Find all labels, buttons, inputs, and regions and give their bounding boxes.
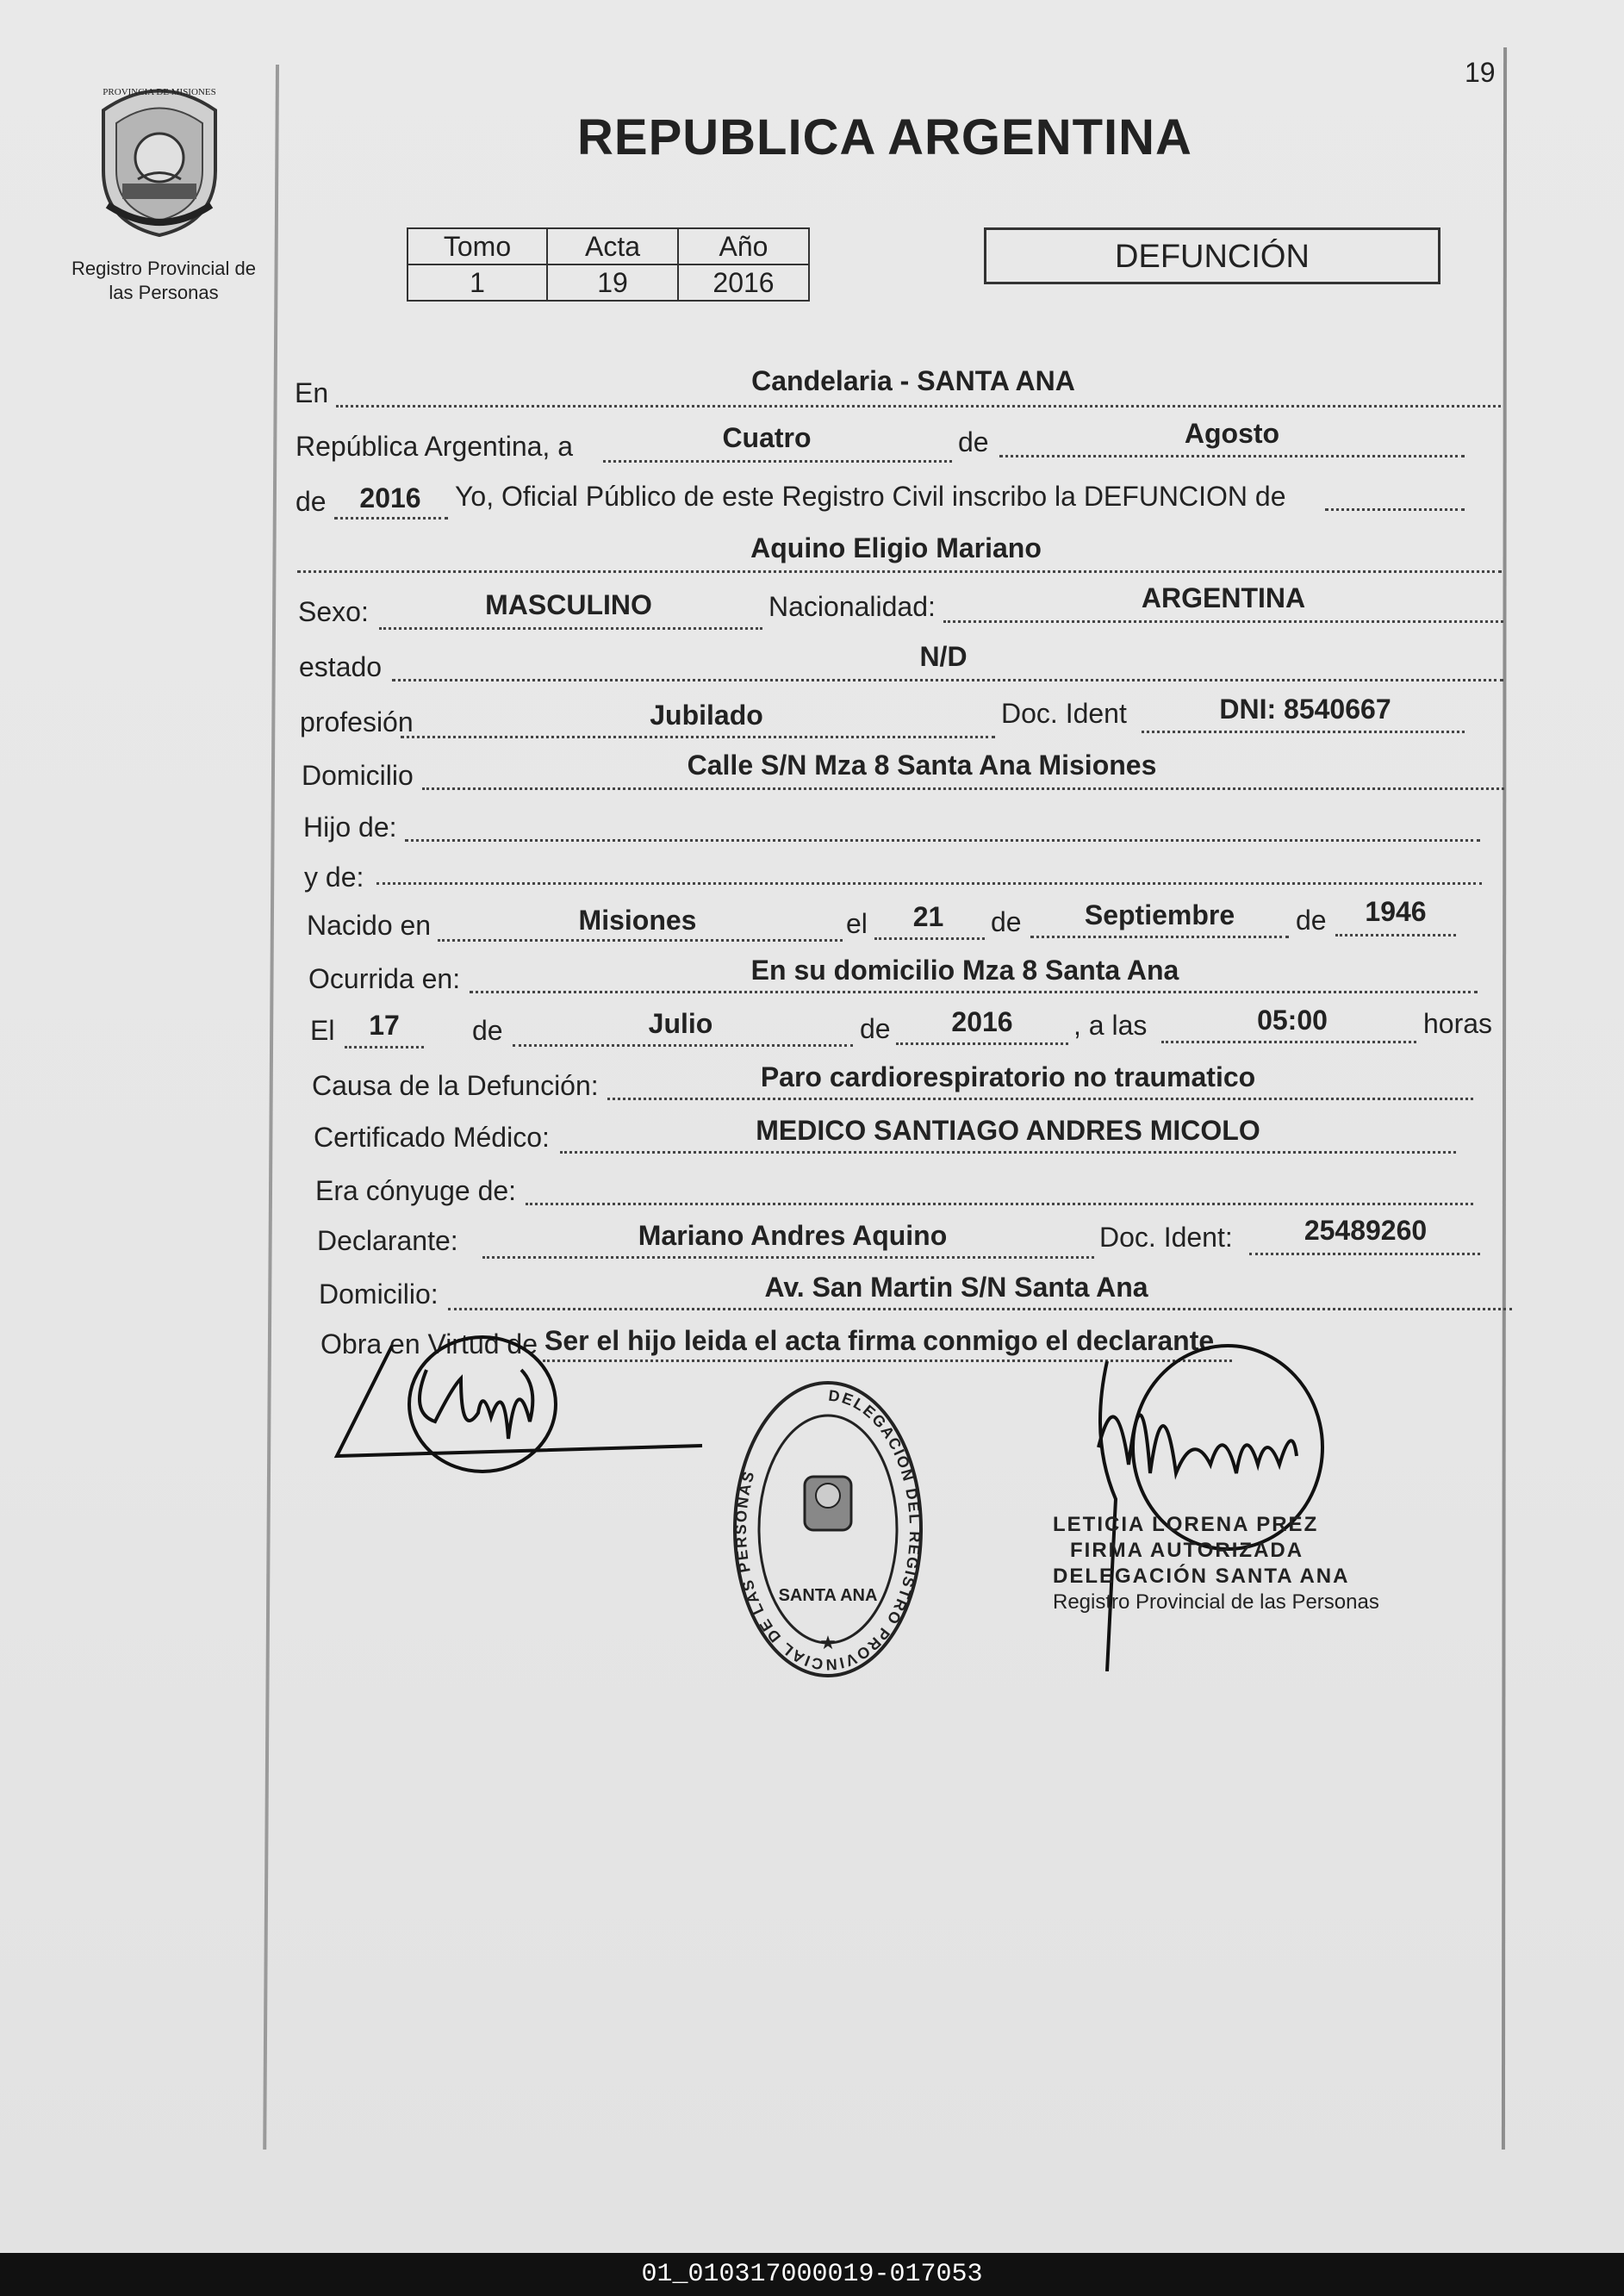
domicilio-line [422,787,1504,790]
official-signature [1081,1327,1340,1671]
day-line [603,460,952,463]
birth-day: 21 [912,901,944,932]
de-label-3: de [991,906,1022,937]
a-las-label: , a las [1073,1010,1148,1041]
y-de-label: y de: [304,862,364,893]
estado-label: estado [299,651,383,682]
nacido-value: Misiones [578,905,697,936]
left-margin-rule [263,65,279,2150]
profesion-value: Jubilado [650,700,763,731]
nacionalidad-line [943,620,1503,623]
en-line [336,405,1501,408]
nacionalidad-value: ARGENTINA [1141,582,1306,613]
death-time-line [1161,1041,1416,1043]
table-header-ano: Año [678,228,809,264]
birth-day-line [874,937,985,940]
doc-ident2-line [1249,1253,1480,1255]
deceased-name: Aquino Eligio Mariano [750,532,1042,563]
inscribo-line [1325,508,1465,511]
domicilio2-line [448,1308,1512,1310]
table-header-acta: Acta [547,228,678,264]
de-label-5: de [472,1015,503,1046]
page-title: REPUBLICA ARGENTINA [577,109,1192,165]
table-cell-ano: 2016 [678,264,809,301]
birth-month: Septiembre [1084,899,1235,930]
obra-label: Obra en Virtud de [320,1328,538,1360]
death-month: Julio [648,1008,713,1039]
estado-line [392,679,1503,681]
death-day-line [345,1046,424,1048]
el-label: el [846,908,868,939]
profesion-line [401,736,995,738]
registry-line-2: las Personas [109,282,219,303]
doc-ident-value: DNI: 8540667 [1219,694,1391,725]
el-cap-label: El [310,1015,335,1046]
month-line [999,455,1465,457]
y-de-line [376,882,1482,885]
registry-caption [52,257,276,305]
death-month-line [513,1044,853,1047]
hijo-de-line [405,839,1480,842]
de-label-6: de [860,1013,891,1044]
birth-year: 1946 [1365,896,1427,927]
declarant-signature [332,1335,711,1482]
svg-text:PROVINCIA DE MISIONES: PROVINCIA DE MISIONES [103,87,216,97]
official-seal-stamp [729,1375,927,1683]
domicilio2-value: Av. San Martin S/N Santa Ana [764,1272,1148,1303]
document-type-box: DEFUNCIÓN [984,227,1440,284]
domicilio-label: Domicilio [302,760,414,791]
en-label: En [295,377,329,408]
domicilio-value: Calle S/N Mza 8 Santa Ana Misiones [687,750,1157,781]
inscribo-text: Yo, Oficial Público de este Registro Civil inscribo la DEFUNCION de [455,481,1286,512]
official-delegation: DELEGACIÓN SANTA ANA [1053,1565,1350,1588]
ocurrida-value: En su domicilio Mza 8 Santa Ana [750,955,1179,986]
table-cell-acta: 19 [547,264,678,301]
republica-label: República Argentina, a [296,431,573,462]
death-time: 05:00 [1257,1005,1328,1036]
sexo-label: Sexo: [298,596,369,627]
declarante-label: Declarante: [317,1225,458,1256]
certificado-label: Certificado Médico: [314,1122,550,1153]
ocurrida-line [470,991,1478,993]
certificado-line [560,1151,1456,1154]
svg-text:DELEGACION DEL REGISTRO PROVIN: DELEGACION DEL REGISTRO PROVINCIAL DE LAS PERSONAS [731,1386,924,1674]
certificado-value: MEDICO SANTIAGO ANDRES MICOLO [756,1115,1260,1146]
conyuge-line [526,1203,1473,1205]
obra-value: Ser el hijo leida el acta firma conmigo el declarante [544,1325,1215,1356]
misiones-coat-of-arms-icon [86,76,233,240]
svg-text:SANTA ANA: SANTA ANA [778,1586,878,1605]
en-value: Candelaria - SANTA ANA [751,365,1075,396]
nacido-label: Nacido en [307,910,432,941]
registry-line-1: Registro Provincial de [72,258,256,279]
declarante-line [482,1256,1094,1259]
official-name: LETICIA LORENA PREZ [1053,1513,1319,1536]
nacionalidad-label: Nacionalidad: [768,591,936,622]
page-number: 19 [1465,57,1496,88]
table-header-tomo: Tomo [408,228,547,264]
official-title: FIRMA AUTORIZADA [1070,1539,1304,1562]
de-label-2: de [296,486,327,517]
ocurrida-label: Ocurrida en: [308,963,461,994]
doc-ident2-value: 25489260 [1304,1215,1428,1246]
causa-label: Causa de la Defunción: [312,1070,599,1101]
year-line [334,517,448,520]
register-table [407,227,810,302]
conyuge-label: Era cónyuge de: [315,1175,517,1206]
de-label-1: de [958,426,989,457]
day-value: Cuatro [722,422,812,453]
right-margin-rule [1502,47,1507,2150]
file-code-bar: 01_010317000019-017053 [0,2253,1624,2296]
domicilio2-label: Domicilio: [319,1279,439,1310]
year-value: 2016 [359,482,421,513]
official-registry: Registro Provincial de las Personas [1053,1590,1379,1614]
nacido-line [438,939,843,942]
svg-text:★: ★ [819,1632,837,1653]
deceased-name-line [297,570,1502,573]
official-stamp-text [1053,1512,1379,1615]
causa-value: Paro cardiorespiratorio no traumatico [760,1061,1256,1092]
death-year: 2016 [951,1006,1013,1037]
hijo-de-label: Hijo de: [303,812,397,843]
sexo-value: MASCULINO [485,589,652,620]
doc-ident-line [1142,731,1465,733]
horas-label: horas [1423,1008,1493,1039]
death-year-line [896,1042,1068,1045]
doc-ident-label: Doc. Ident [1001,698,1127,729]
estado-value: N/D [919,641,968,672]
doc-ident2-label: Doc. Ident: [1099,1222,1233,1253]
table-cell-tomo: 1 [408,264,547,301]
de-label-4: de [1296,905,1327,936]
birth-year-line [1335,934,1456,936]
birth-month-line [1030,936,1289,938]
declarante-value: Mariano Andres Aquino [638,1220,948,1251]
month-value: Agosto [1184,418,1280,449]
profesion-label: profesión [300,706,414,737]
sexo-line [379,627,762,630]
death-day: 17 [369,1010,400,1041]
causa-line [607,1098,1473,1100]
